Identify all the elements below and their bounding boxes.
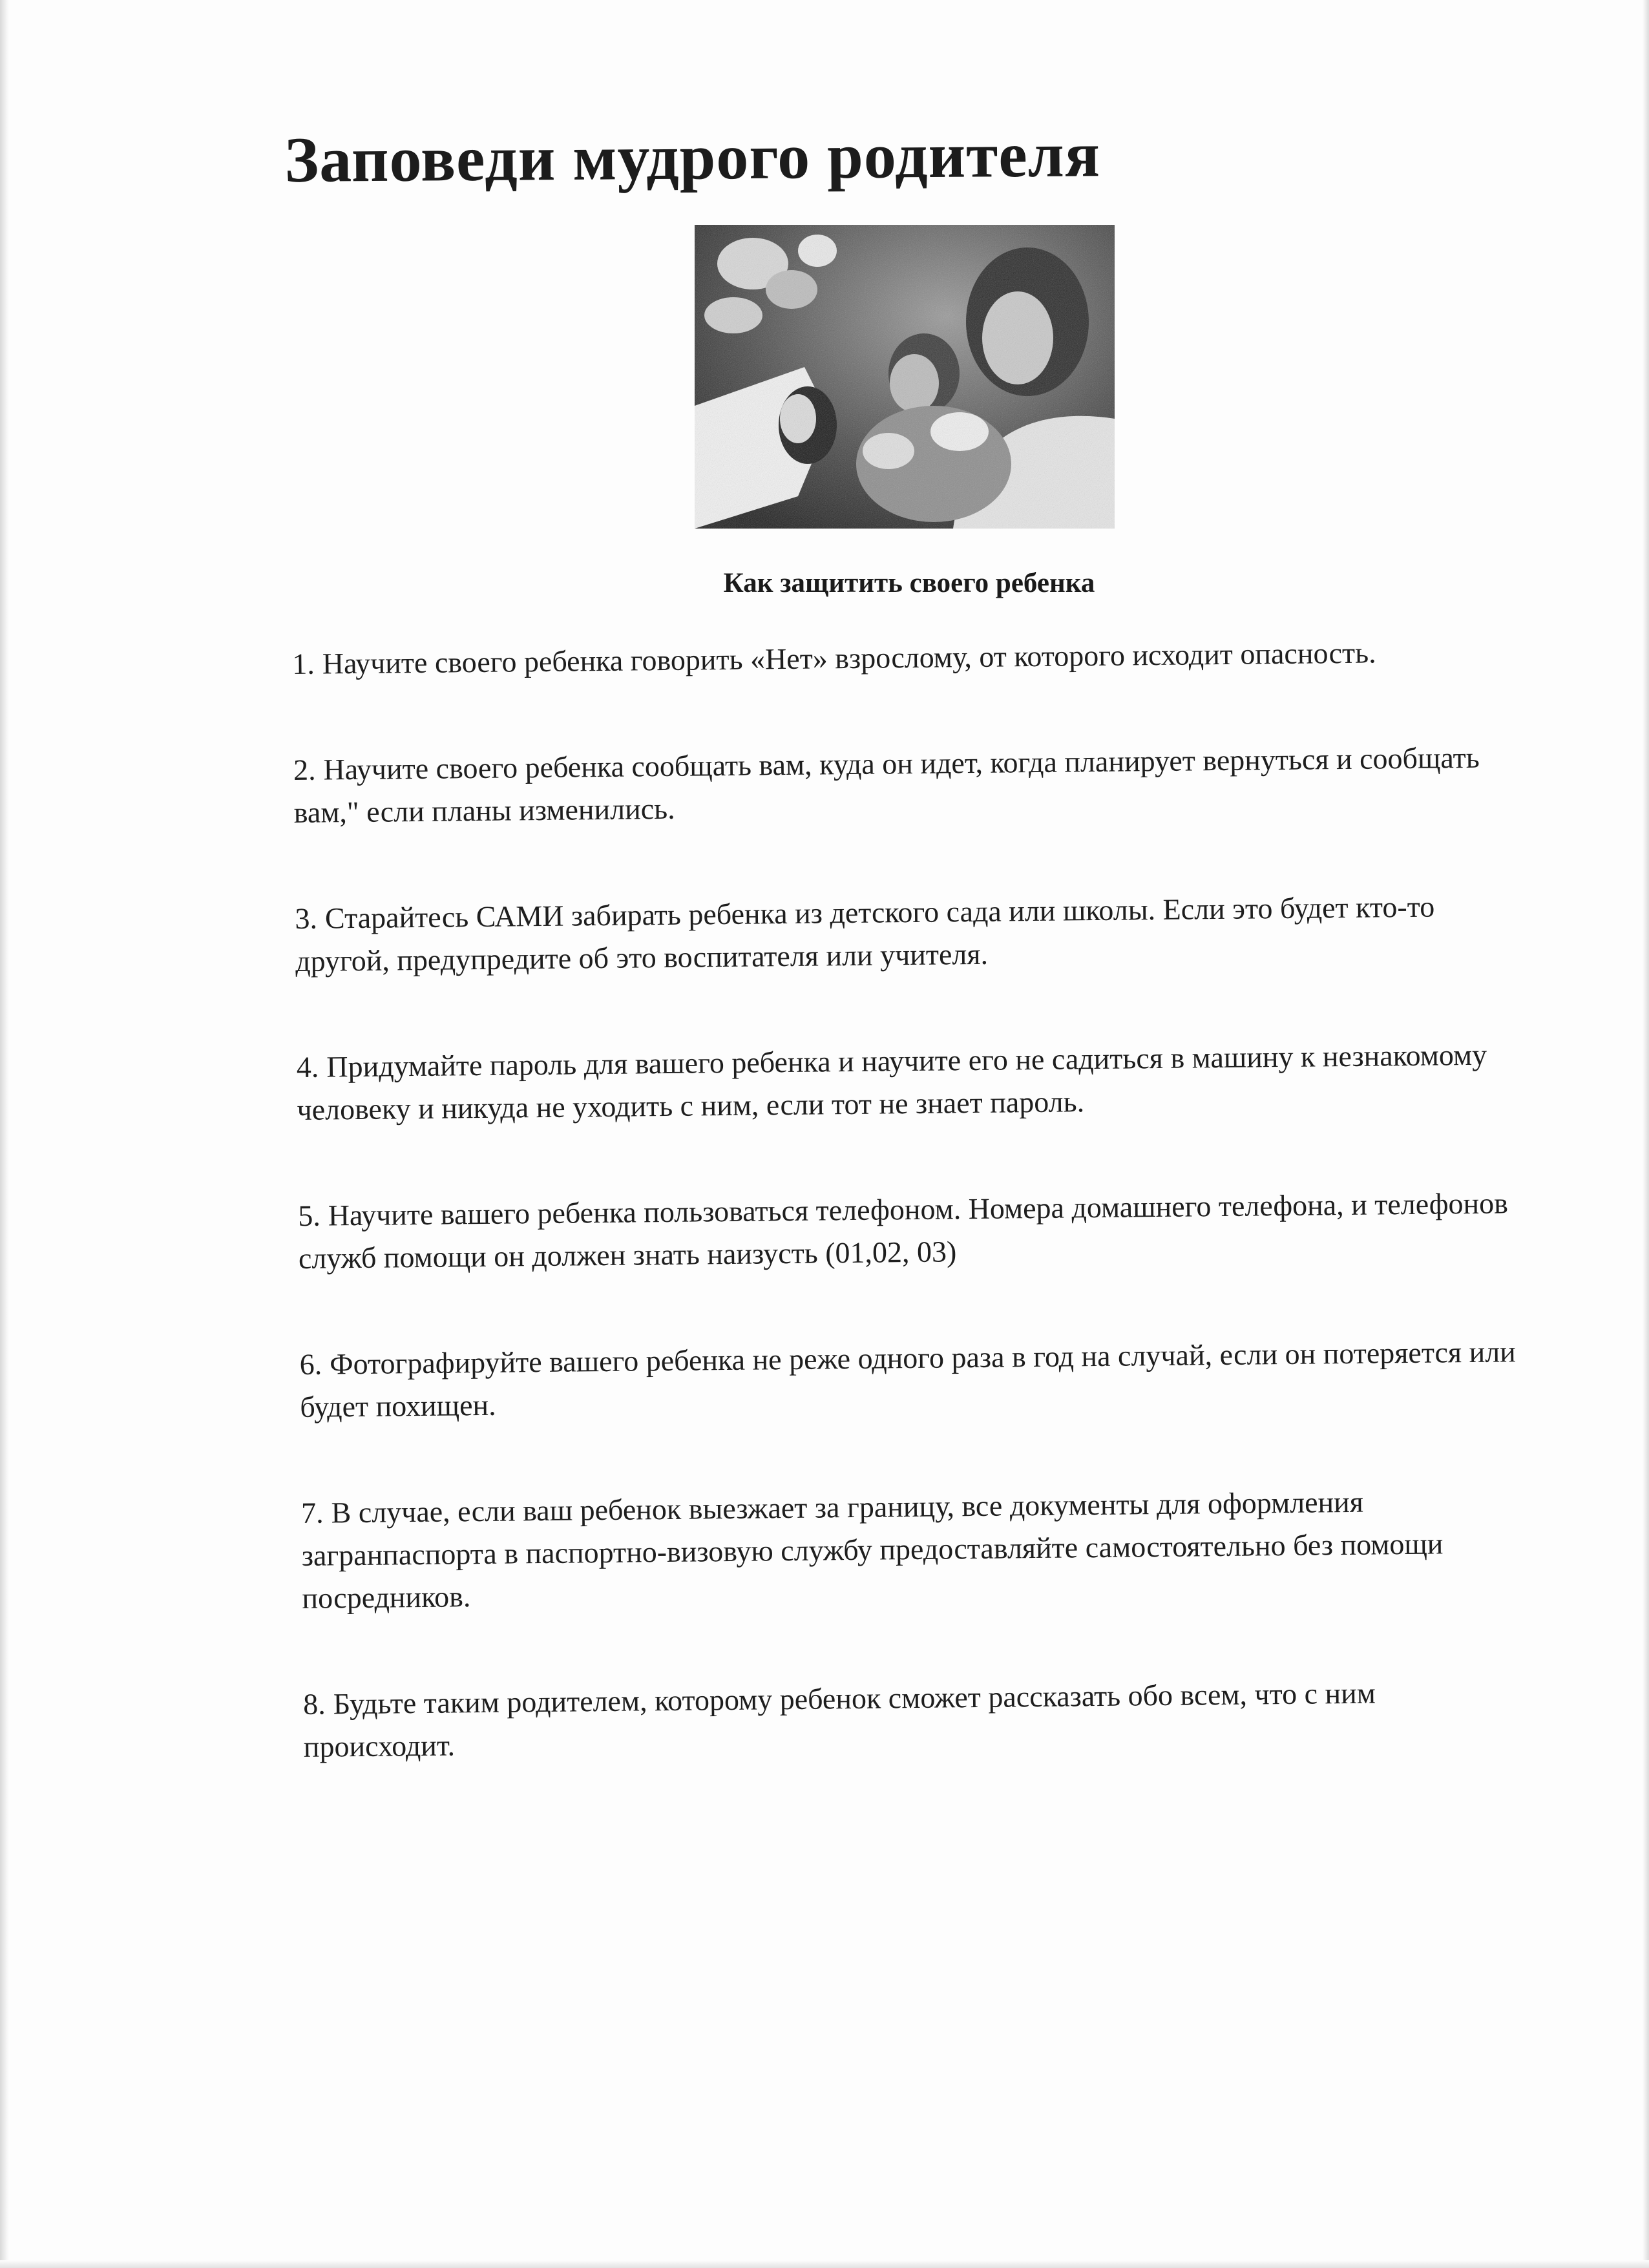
item-number: 2. [293, 753, 316, 786]
advice-list [292, 630, 1532, 1832]
item-number: 3. [295, 901, 318, 935]
list-item [303, 1670, 1531, 1769]
item-text: Научите своего ребенка сообщать вам, куда он идет, когда планирует вернуться и сообщать вам," если планы изменились. [293, 740, 1480, 829]
item-text: Придумайте пароль для вашего ребенка и научите его не садиться в машину к незнакомому человеку и никуда не уходить с ним, если тот не знает пароль. [297, 1038, 1487, 1126]
item-text: Фотографируйте вашего ребенка не реже одного раза в год на случай, если он потеряется или будет похищен. [300, 1335, 1517, 1423]
item-text: В случае, если ваш ребенок выезжает за границу, все документы для оформления загранпаспорта в паспортно-визовую службу предоставляйте самостоятельно без помощи посредников. [301, 1485, 1444, 1615]
section-subtitle: Как защитить своего ребенка [723, 568, 1095, 598]
item-number: 1. [292, 647, 315, 680]
item-number: 5. [298, 1199, 321, 1232]
scan-edge-left [0, 0, 9, 2268]
scan-edge-right [1643, 0, 1649, 2268]
item-text: Научите своего ребенка говорить «Нет» взрослому, от которого исходит опасность. [322, 636, 1376, 680]
scan-edge-bottom [0, 2260, 1649, 2268]
list-item [293, 736, 1522, 834]
list-item [292, 630, 1520, 686]
list-item [301, 1479, 1530, 1620]
item-text: Будьте таким родителем, которому ребенок сможет рассказать обо всем, что с ним происходит. [303, 1676, 1376, 1763]
item-text: Научите вашего ребенка пользоваться телефоном. Номера домашнего телефона, и телефонов служб помощи он должен знать наизусть (01,02, 03) [298, 1186, 1509, 1275]
list-item [299, 1330, 1528, 1429]
item-number: 6. [299, 1347, 322, 1381]
item-number: 7. [300, 1496, 324, 1529]
list-item [297, 1033, 1525, 1131]
item-text: Старайтесь САМИ забирать ребенка из детского сада или школы. Если это будет кто-то другой, предупредите об это воспитателя или учителя. [295, 890, 1435, 978]
item-number: 8. [302, 1687, 326, 1721]
page-title: Заповеди мудрого родителя [284, 118, 1101, 196]
item-number: 4. [296, 1050, 319, 1084]
list-item [295, 885, 1523, 983]
mother-child-photo [695, 225, 1115, 529]
list-item [298, 1182, 1526, 1280]
